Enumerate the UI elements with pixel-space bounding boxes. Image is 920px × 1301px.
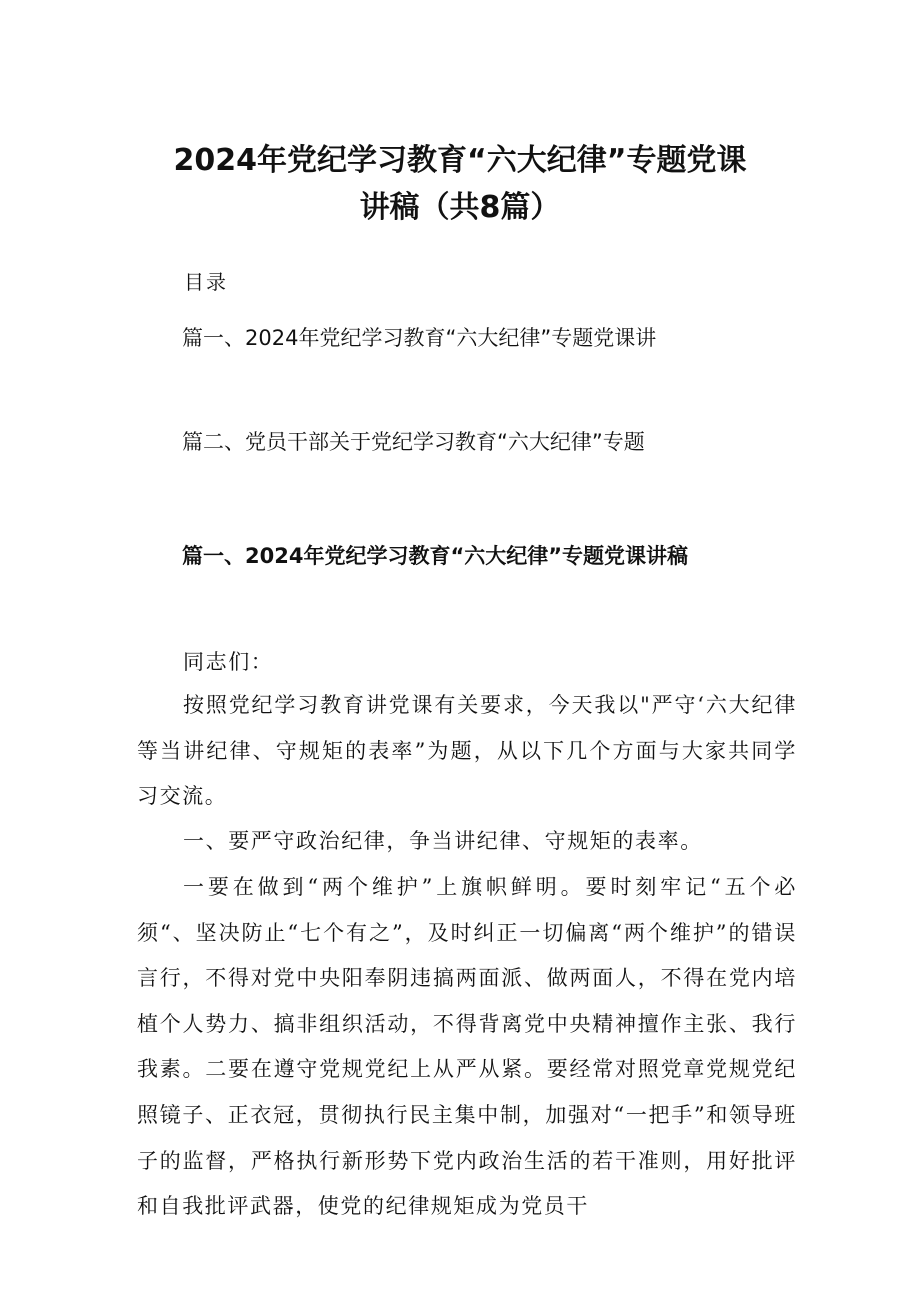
toc-label: 目录	[184, 270, 228, 294]
document-title-line-2: 讲稿（共8篇）	[359, 190, 561, 225]
toc-item-2[interactable]: 篇二、党员干部关于党纪学习教育“六大纪律”专题	[182, 430, 645, 454]
paragraph-3: 一要在做到“两个维护”上旗帜鲜明。要时刻牢记“五个必须“、坚决防止“七个有之”，及时纠正一切偏离“两个维护”的错误言行，不得对党中央阳奉阴违搞两面派、做两面人，不得在党内培植个人势力、搞非组织活动，不得背离党中央精神擅作主张、我行我素。二要在遵守党规党纪上从严从紧。要经常对照党章党规党纪照镜子、正衣冠，贯彻执行民主集中制，加强对“一把手”和领导班子的监督，严格执行新形势下党内政治生活的若干准则，用好批评和自我批评武器，使党的纪律规矩成为党员干	[137, 875, 797, 1219]
salutation: 同志们：	[183, 650, 274, 674]
toc-item-1[interactable]: 篇一、2024年党纪学习教育“六大纪律”专题党课讲	[182, 326, 657, 350]
document-title-line-1: 2024年党纪学习教育“六大纪律”专题党课	[173, 143, 747, 178]
section-heading: 篇一、2024年党纪学习教育“六大纪律”专题党课讲稿	[182, 544, 689, 568]
paragraph-1: 按照党纪学习教育讲党课有关要求，今天我以"严守‘六大纪律等当讲纪律、守规矩的表率”为题，从以下几个方面与大家共同学习交流。	[137, 693, 797, 809]
paragraph-2: 一、要严守政治纪律，争当讲纪律、守规矩的表率。	[183, 829, 703, 853]
